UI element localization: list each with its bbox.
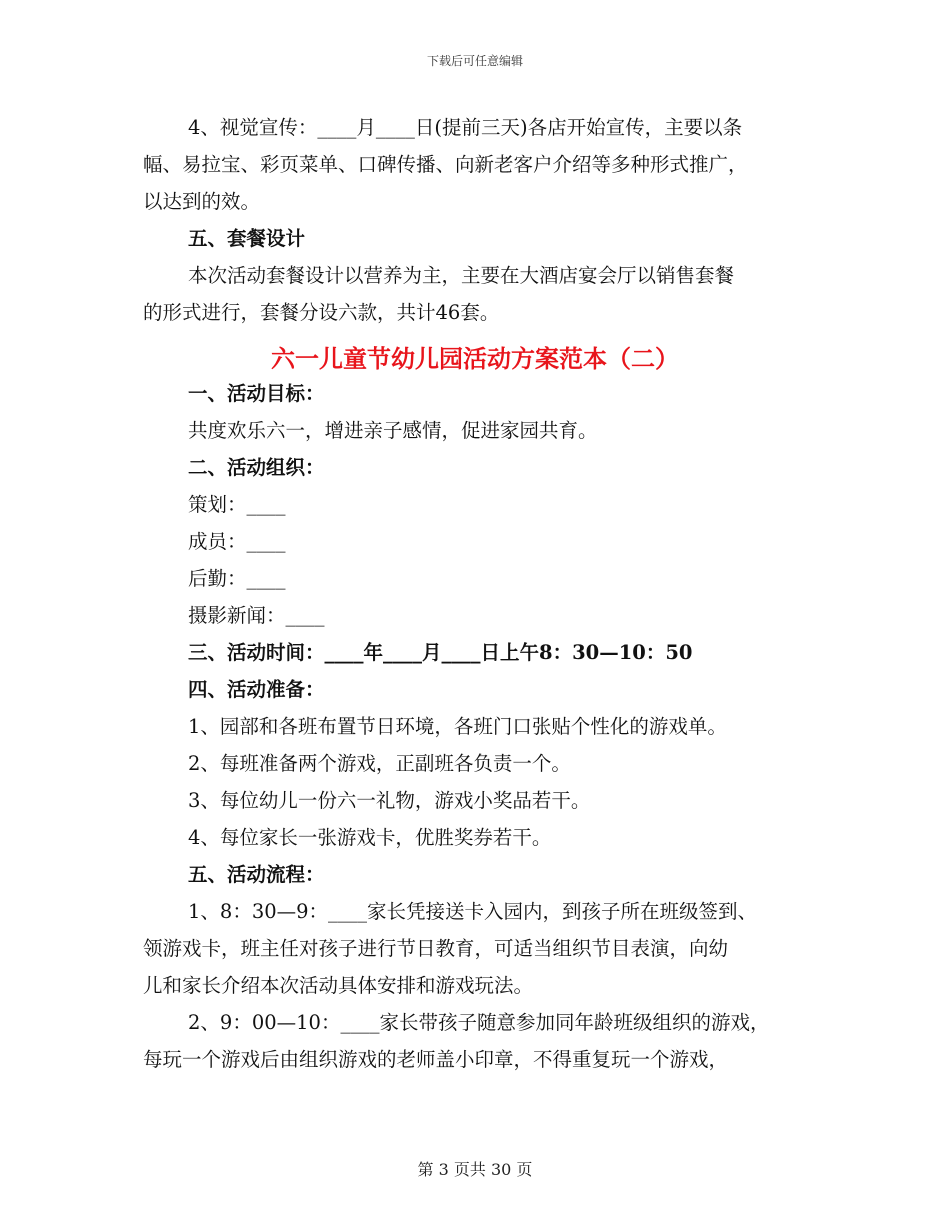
paragraph-line: 领游戏卡，班主任对孩子进行节日教育，可适当组织节目表演，向幼 [143,937,729,960]
paragraph-line: 以达到的效。 [143,190,261,213]
section-heading: 五、套餐设计 [188,227,306,250]
paragraph-line: 1、园部和各班布置节日环境，各班门口张贴个性化的游戏单。 [188,715,727,738]
section-heading: 一、活动目标： [188,382,325,405]
section-heading: 二、活动组织： [188,456,325,479]
paragraph-line: 儿和家长介绍本次活动具体安排和游戏玩法。 [143,974,534,997]
paragraph-line: 摄影新闻：____ [188,604,325,627]
paragraph-line: 2、9：00—10：____家长带孩子随意参加同年龄班级组织的游戏， [188,1011,770,1034]
section-heading: 四、活动准备： [188,678,325,701]
document-title: 六一儿童节幼儿园活动方案范本（二） [271,344,679,373]
section-heading: 三、活动时间：____年____月____日上午8：30—10：50 [188,641,693,664]
paragraph-line: 4、每位家长一张游戏卡，优胜奖券若干。 [188,826,552,849]
paragraph-line: 的形式进行，套餐分设六款，共计46套。 [143,301,500,324]
paragraph-line: 策划：____ [188,493,286,516]
paragraph-line: 2、每班准备两个游戏，正副班各负责一个。 [188,752,571,775]
paragraph-line: 3、每位幼儿一份六一礼物，游戏小奖品若干。 [188,789,591,812]
paragraph-line: 1、8：30—9：____家长凭接送卡入园内，到孩子所在班级签到、 [188,900,758,923]
paragraph-line: 每玩一个游戏后由组织游戏的老师盖小印章，不得重复玩一个游戏， [143,1048,729,1071]
section-heading: 五、活动流程： [188,863,325,886]
paragraph-line: 共度欢乐六一，增进亲子感情，促进家园共育。 [188,419,598,442]
paragraph-line: 后勤：____ [188,567,286,590]
page-header: 下载后可任意编辑 [426,54,523,68]
paragraph-line: 4、视觉宣传：____月____日(提前三天)各店开始宣传，主要以条 [188,116,743,139]
paragraph-line: 成员：____ [188,530,286,553]
paragraph-line: 本次活动套餐设计以营养为主，主要在大酒店宴会厅以销售套餐 [188,264,735,287]
page-footer: 第 3 页共 30 页 [417,1160,533,1179]
paragraph-line: 幅、易拉宝、彩页菜单、口碑传播、向新老客户介绍等多种形式推广， [143,153,748,176]
